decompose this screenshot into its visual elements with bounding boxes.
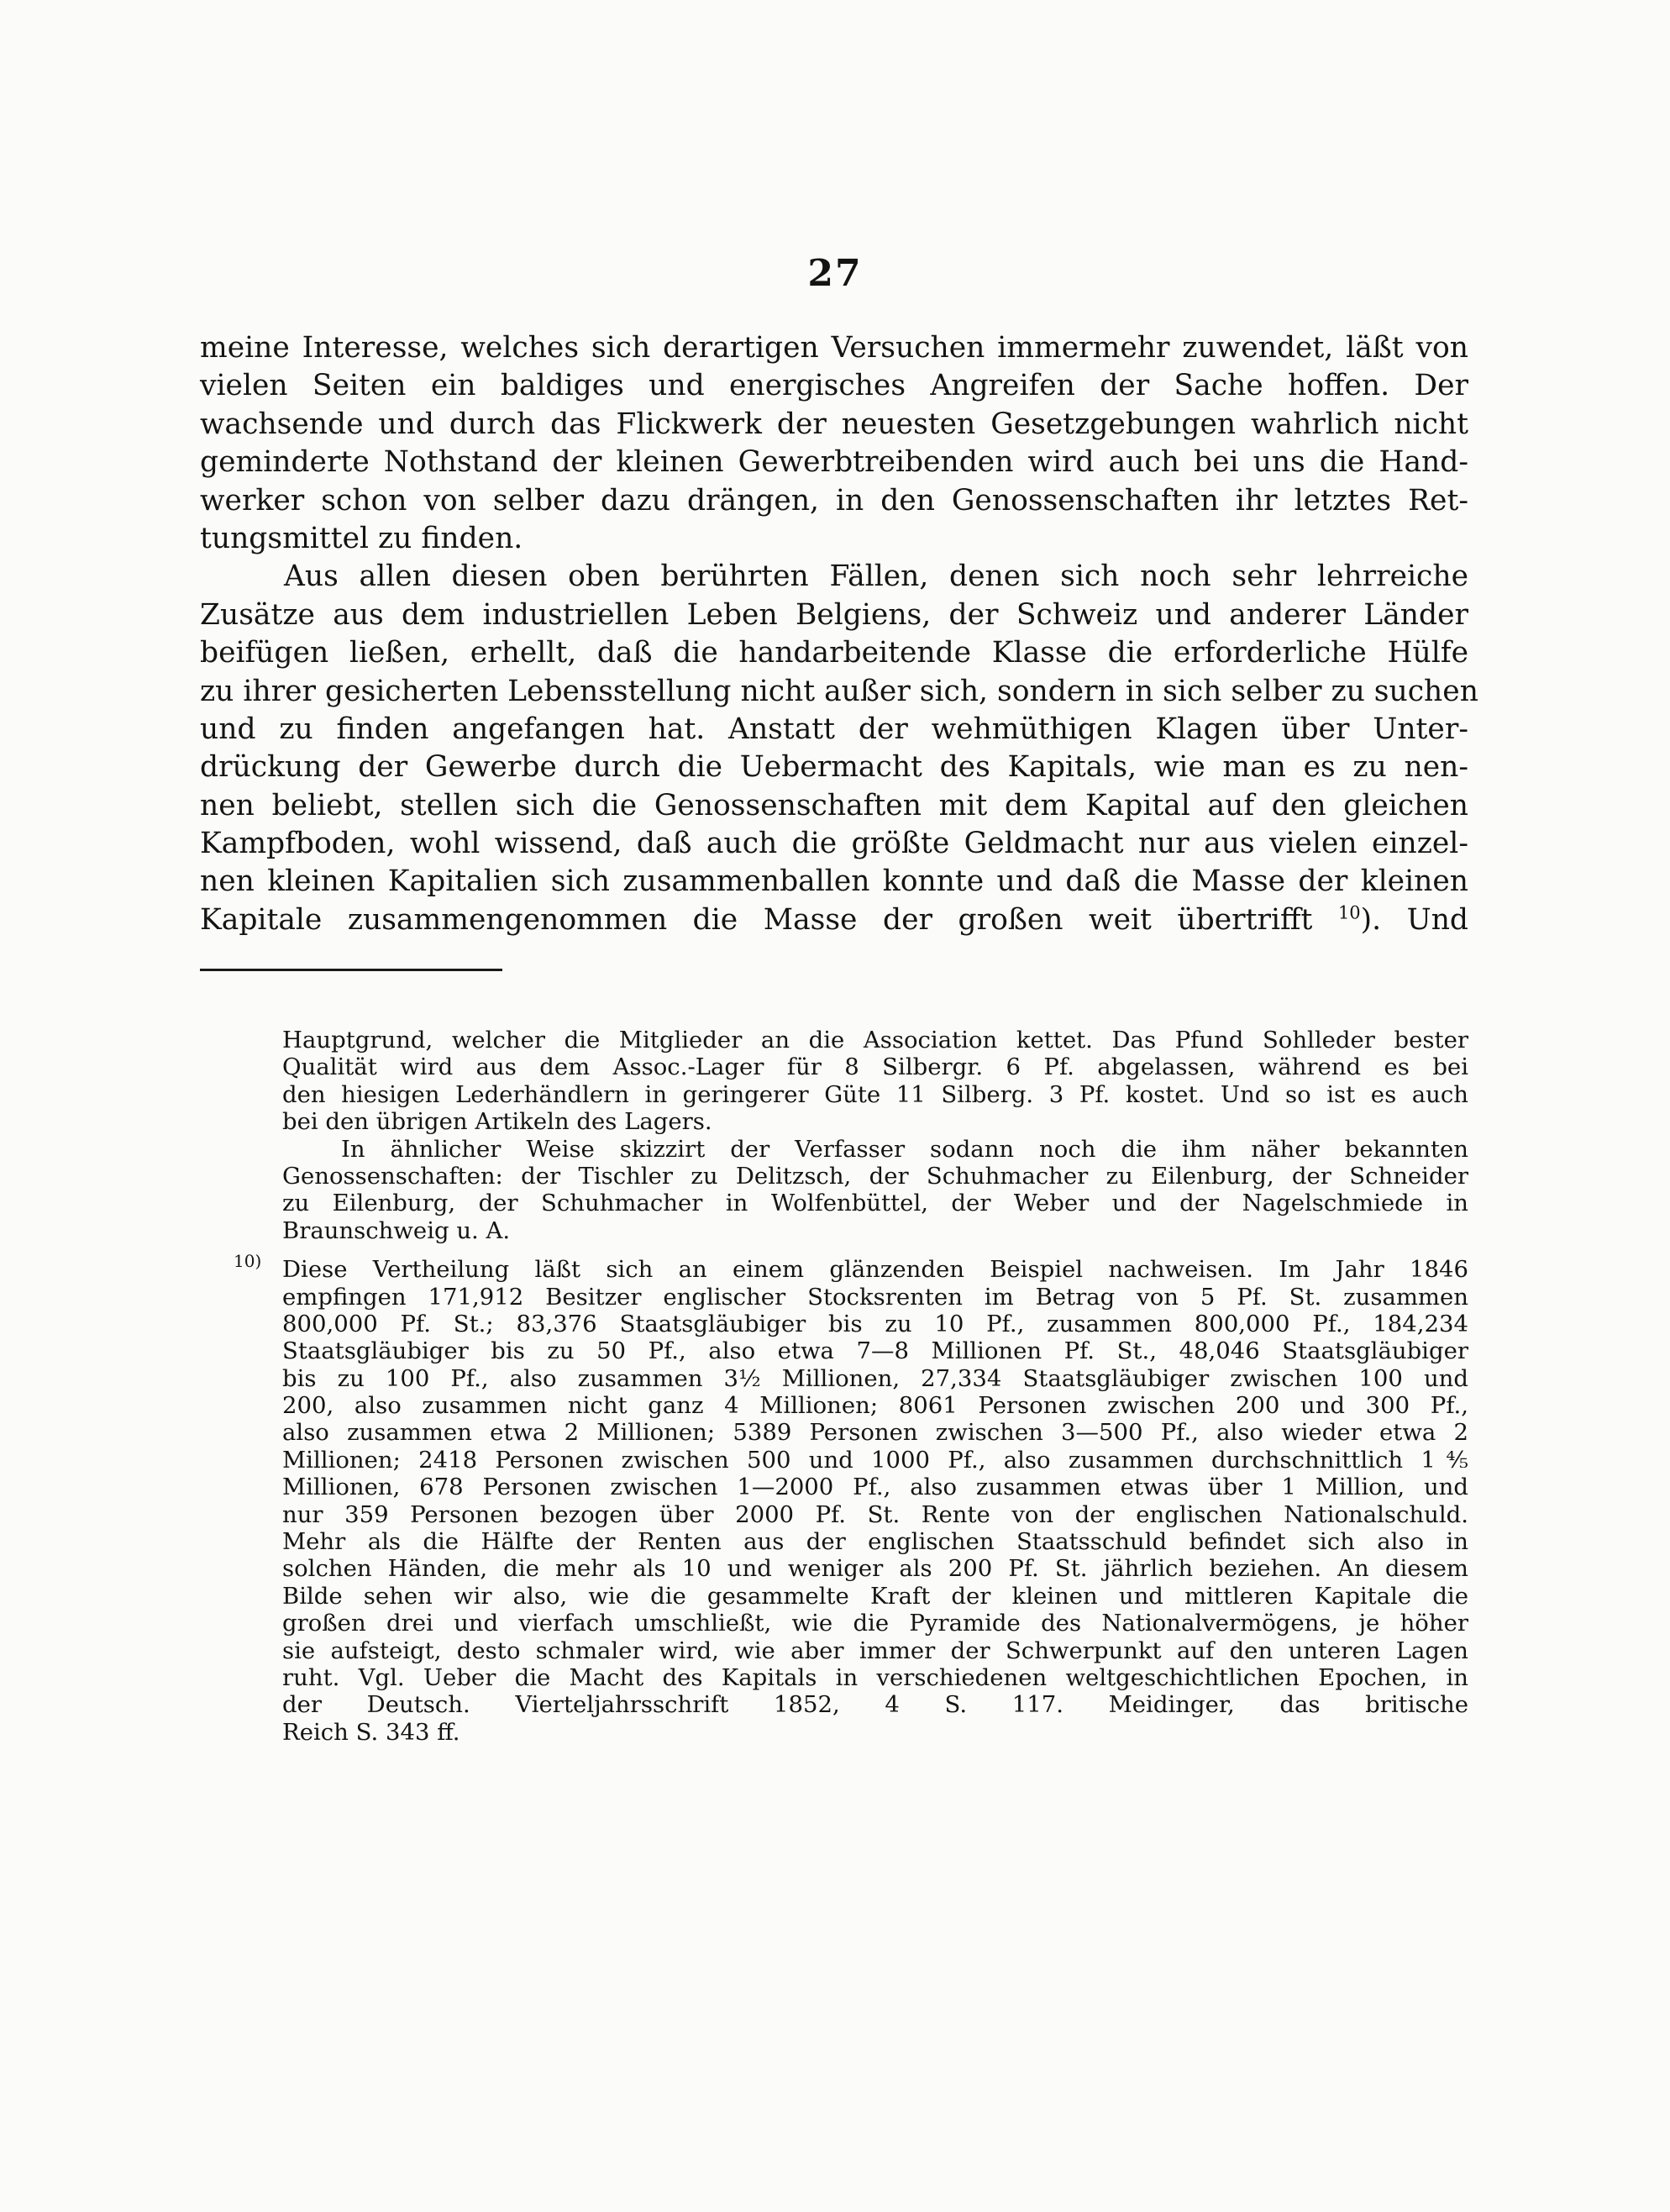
footnote-line: Staatsgläubiger bis zu 50 Pf., also etwa 7—8 Millionen Pf. St., 48,046 Staatsgläubiger — [282, 1337, 1468, 1365]
footnote-line: zu Eilenburg, der Schuhmacher in Wolfenbüttel, der Weber und der Nagelschmiede in — [282, 1190, 1468, 1217]
footnote-line: empfingen 171,912 Besitzer englischer Stocksrenten im Betrag von 5 Pf. St. zusammen — [282, 1283, 1468, 1311]
text-line: vielen Seiten ein baldiges und energisches Angreifen der Sache hoffen. Der — [200, 369, 1468, 403]
footnote-line: ruht. Vgl. Ueber die Macht des Kapitals in verschiedenen weltgeschichtlichen Epochen, in — [282, 1663, 1468, 1691]
footnote-line: Diese Vertheilung läßt sich an einem glänzenden Beispiel nachweisen. Im Jahr 1846 — [282, 1256, 1468, 1284]
text-line: geminderte Nothstand der kleinen Gewerbtreibenden wird auch bei uns die Hand- — [200, 445, 1468, 480]
footnote-ref: 10 — [1337, 902, 1361, 923]
text-line: nen kleinen Kapitalien sich zusammenballen konnte und daß die Masse der kleinen — [200, 864, 1468, 899]
text-line-final — [200, 901, 1468, 939]
footnote-line: Reich S. 343 ff. — [282, 1718, 460, 1746]
footnote-line: Bilde sehen wir also, wie die gesammelte Kraft der kleinen und mittleren Kapitale die — [282, 1582, 1468, 1610]
footnote-line: also zusammen etwa 2 Millionen; 5389 Personen zwischen 3—500 Pf., also wieder etwa 2 — [282, 1419, 1468, 1447]
footnote-line: Qualität wird aus dem Assoc.-Lager für 8 Silbergr. 6 Pf. abgelassen, während es bei — [282, 1053, 1468, 1081]
footnote-line: bei den übrigen Artikeln des Lagers. — [282, 1108, 712, 1136]
footnote-line: der Deutsch. Vierteljahrsschrift 1852, 4 S. 117. Meidinger, das britische — [282, 1691, 1468, 1719]
text-line: drückung der Gewerbe durch die Uebermacht des Kapitals, wie man es zu nen- — [200, 750, 1468, 785]
footnote-line: Millionen, 678 Personen zwischen 1—2000 Pf., also zusammen etwas über 1 Million, und — [282, 1474, 1468, 1501]
text-line: meine Interesse, welches sich derartigen Versuchen immermehr zuwendet, läßt von — [200, 331, 1468, 365]
footnote-line: solchen Händen, die mehr als 10 und weniger als 200 Pf. St. jährlich beziehen. An diesem — [282, 1555, 1468, 1583]
footnote-line: großen drei und vierfach umschließt, wie die Pyramide des Nationalvermögens, je höher — [282, 1610, 1468, 1637]
footnote-line: Mehr als die Hälfte der Renten aus der englischen Staatsschuld befindet sich also in — [282, 1528, 1468, 1556]
footnote-line: In ähnlicher Weise skizzirt der Verfasser sodann noch die ihm näher bekannten — [341, 1135, 1468, 1163]
text-line: Aus allen diesen oben berührten Fällen, denen sich noch sehr lehrreiche — [284, 560, 1468, 594]
text-line: beifügen ließen, erhellt, daß die handarbeitende Klasse die erforderliche Hülfe — [200, 636, 1468, 670]
footnote-line: Braunschweig u. A. — [282, 1216, 511, 1244]
footnote-line: nur 359 Personen bezogen über 2000 Pf. St. Rente von der englischen Nationalschuld. — [282, 1500, 1468, 1528]
footnote-10-number: 10) — [234, 1251, 262, 1272]
footnote-10 — [234, 1251, 1468, 1746]
text-line: und zu finden angefangen hat. Anstatt der wehmüthigen Klagen über Unter- — [200, 712, 1468, 746]
text-line: tungsmittel zu finden. — [200, 521, 523, 555]
main-text — [200, 329, 1478, 939]
footnote-divider — [200, 969, 502, 971]
text-line-content: Kapitale zusammengenommen die Masse der großen weit übertrifft — [200, 902, 1313, 937]
footnote-line: bis zu 100 Pf., also zusammen 3½ Millionen, 27,334 Staatsgläubiger zwischen 100 und — [282, 1364, 1468, 1392]
text-line: nen beliebt, stellen sich die Genossenschaften mit dem Kapital auf den gleichen — [200, 788, 1468, 822]
footnotes — [234, 1027, 1468, 1746]
footnote-line: sie aufsteigt, desto schmaler wird, wie aber immer der Schwerpunkt auf den unteren Lagen — [282, 1637, 1468, 1664]
text-line: werker schon von selber dazu drängen, in den Genossenschaften ihr letztes Ret- — [200, 483, 1468, 518]
footnote-line: Millionen; 2418 Personen zwischen 500 und 1000 Pf., also zusammen durchschnittlich 1⅘ — [282, 1446, 1468, 1474]
text-line: Zusätze aus dem industriellen Leben Belgiens, der Schweiz und anderer Länder — [200, 597, 1468, 632]
text-line-tail: ). Und — [1360, 902, 1469, 937]
text-line: wachsende und durch das Flickwerk der neuesten Gesetzgebungen wahrlich nicht — [200, 407, 1468, 441]
footnote-line: 800,000 Pf. St.; 83,376 Staatsgläubiger bis zu 10 Pf., zusammen 800,000 Pf., 184,234 — [282, 1310, 1468, 1337]
text-line: zu ihrer gesicherten Lebensstellung nicht außer sich, sondern in sich selber zu suchen — [200, 674, 1478, 708]
footnote-line: 200, also zusammen nicht ganz 4 Millionen; 8061 Personen zwischen 200 und 300 Pf., — [282, 1392, 1468, 1420]
footnote-line: den hiesigen Lederhändlern in geringerer Güte 11 Silberg. 3 Pf. kostet. Und so ist es auch — [282, 1080, 1468, 1108]
footnote-line: Hauptgrund, welcher die Mitglieder an die Association kettet. Das Pfund Sohlleder bester — [282, 1027, 1468, 1053]
text-line: Kampfboden, wohl wissend, daß auch die größte Geldmacht nur aus vielen einzel- — [200, 827, 1468, 861]
footnote-line: Genossenschaften: der Tischler zu Delitzsch, der Schuhmacher zu Eilenburg, der Schneider — [282, 1162, 1468, 1190]
page-number: 27 — [807, 252, 863, 295]
